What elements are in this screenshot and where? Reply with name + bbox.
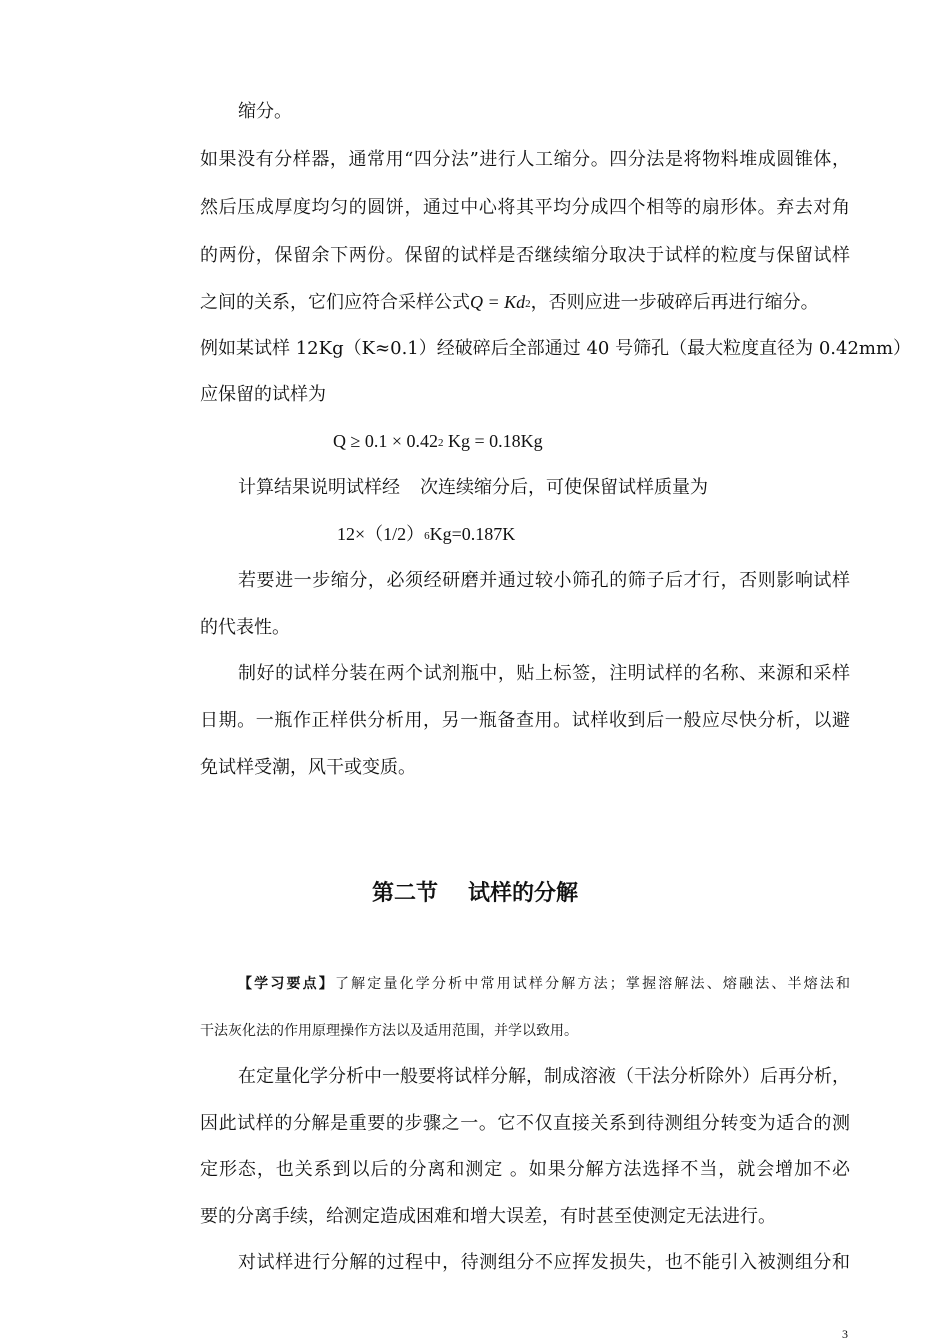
paragraph-line — [238, 477, 708, 499]
paragraph-line: 因此试样的分解是重要的步骤之一。它不仅直接关系到待测组分转变为适合的测 — [200, 1113, 850, 1134]
paragraph-line: 如果没有分样器，通常用“四分法”进行人工缩分。四分法是将物料堆成圆锥体， — [200, 149, 850, 170]
paragraph-line: 若要进一步缩分，必须经研磨并通过较小筛孔的筛子后才行，否则影响试样 — [238, 570, 850, 591]
formula-left: Q ≥ 0.1 × 0.42 — [333, 431, 439, 451]
section-number: 第二节 — [371, 881, 438, 906]
key-points-line: 干法灰化法的作用原理操作方法以及适用范围，并学以致用。 — [200, 1023, 578, 1039]
section-title: 试样的分解 — [468, 881, 579, 906]
paragraph-line: 应保留的试样为 — [200, 384, 326, 405]
paragraph-line: 要的分离手续，给测定造成困难和增大误差，有时甚至使测定无法进行。 — [200, 1206, 776, 1227]
key-points-line — [238, 974, 850, 994]
formula-left: 12×（1/2） — [337, 524, 425, 544]
paragraph-line: 的两份，保留余下两份。保留的试样是否继续缩分取决于试样的粒度与保留试样 — [200, 245, 850, 266]
paragraph-line: 缩分。 — [238, 101, 292, 122]
text-segment: 次连续缩分后，可使保留试样质量为 — [420, 477, 708, 498]
page-number: 3 — [842, 1327, 848, 1341]
key-points-text: 了解定量化学分析中常用试样分解方法；掌握溶解法、熔融法、半熔法和 — [334, 976, 851, 992]
text-segment: 计算结果说明试样经 — [238, 477, 400, 498]
paragraph-line: 的代表性。 — [200, 617, 290, 638]
formula-body: Q = Kd — [470, 292, 526, 312]
formula-exponent: 2 — [438, 437, 444, 449]
sampling-formula — [470, 292, 531, 312]
text-segment: 之间的关系，它们应符合采样公式 — [200, 292, 470, 313]
shrink-mass-formula — [337, 523, 515, 548]
paragraph-line-with-formula — [200, 291, 819, 316]
paragraph-line: 制好的试样分装在两个试剂瓶中，贴上标签，注明试样的名称、来源和采样 — [238, 663, 850, 684]
paragraph-line: 免试样受潮，风干或变质。 — [200, 757, 416, 778]
formula-exponent: 2 — [525, 298, 531, 310]
formula-exponent: 6 — [424, 530, 430, 542]
formula-right: Kg=0.187K — [429, 524, 516, 544]
paragraph-line: 例如某试样 12Kg（K≈0.1）经破碎后全部通过 40 号筛孔（最大粒度直径为 0.42mm） — [200, 338, 912, 359]
text-segment: ，否则应进一步破碎后再进行缩分。 — [530, 292, 819, 313]
retained-mass-formula — [333, 430, 543, 455]
paragraph-line: 然后压成厚度均匀的圆饼，通过中心将其平均分成四个相等的扇形体。弃去对角 — [200, 197, 850, 218]
paragraph-line: 对试样进行分解的过程中，待测组分不应挥发损失，也不能引入被测组分和 — [238, 1252, 850, 1273]
formula-right: Kg = 0.18Kg — [448, 431, 543, 451]
key-points-label: 【学习要点】 — [238, 976, 335, 992]
section-heading — [0, 880, 950, 908]
paragraph-line: 在定量化学分析中一般要将试样分解，制成溶液（干法分析除外）后再分析， — [238, 1066, 850, 1087]
paragraph-line: 日期。一瓶作正样供分析用，另一瓶备查用。试样收到后一般应尽快分析，以避 — [200, 710, 850, 731]
paragraph-line: 定形态，也关系到以后的分离和测定 。如果分解方法选择不当，就会增加不必 — [200, 1159, 850, 1180]
